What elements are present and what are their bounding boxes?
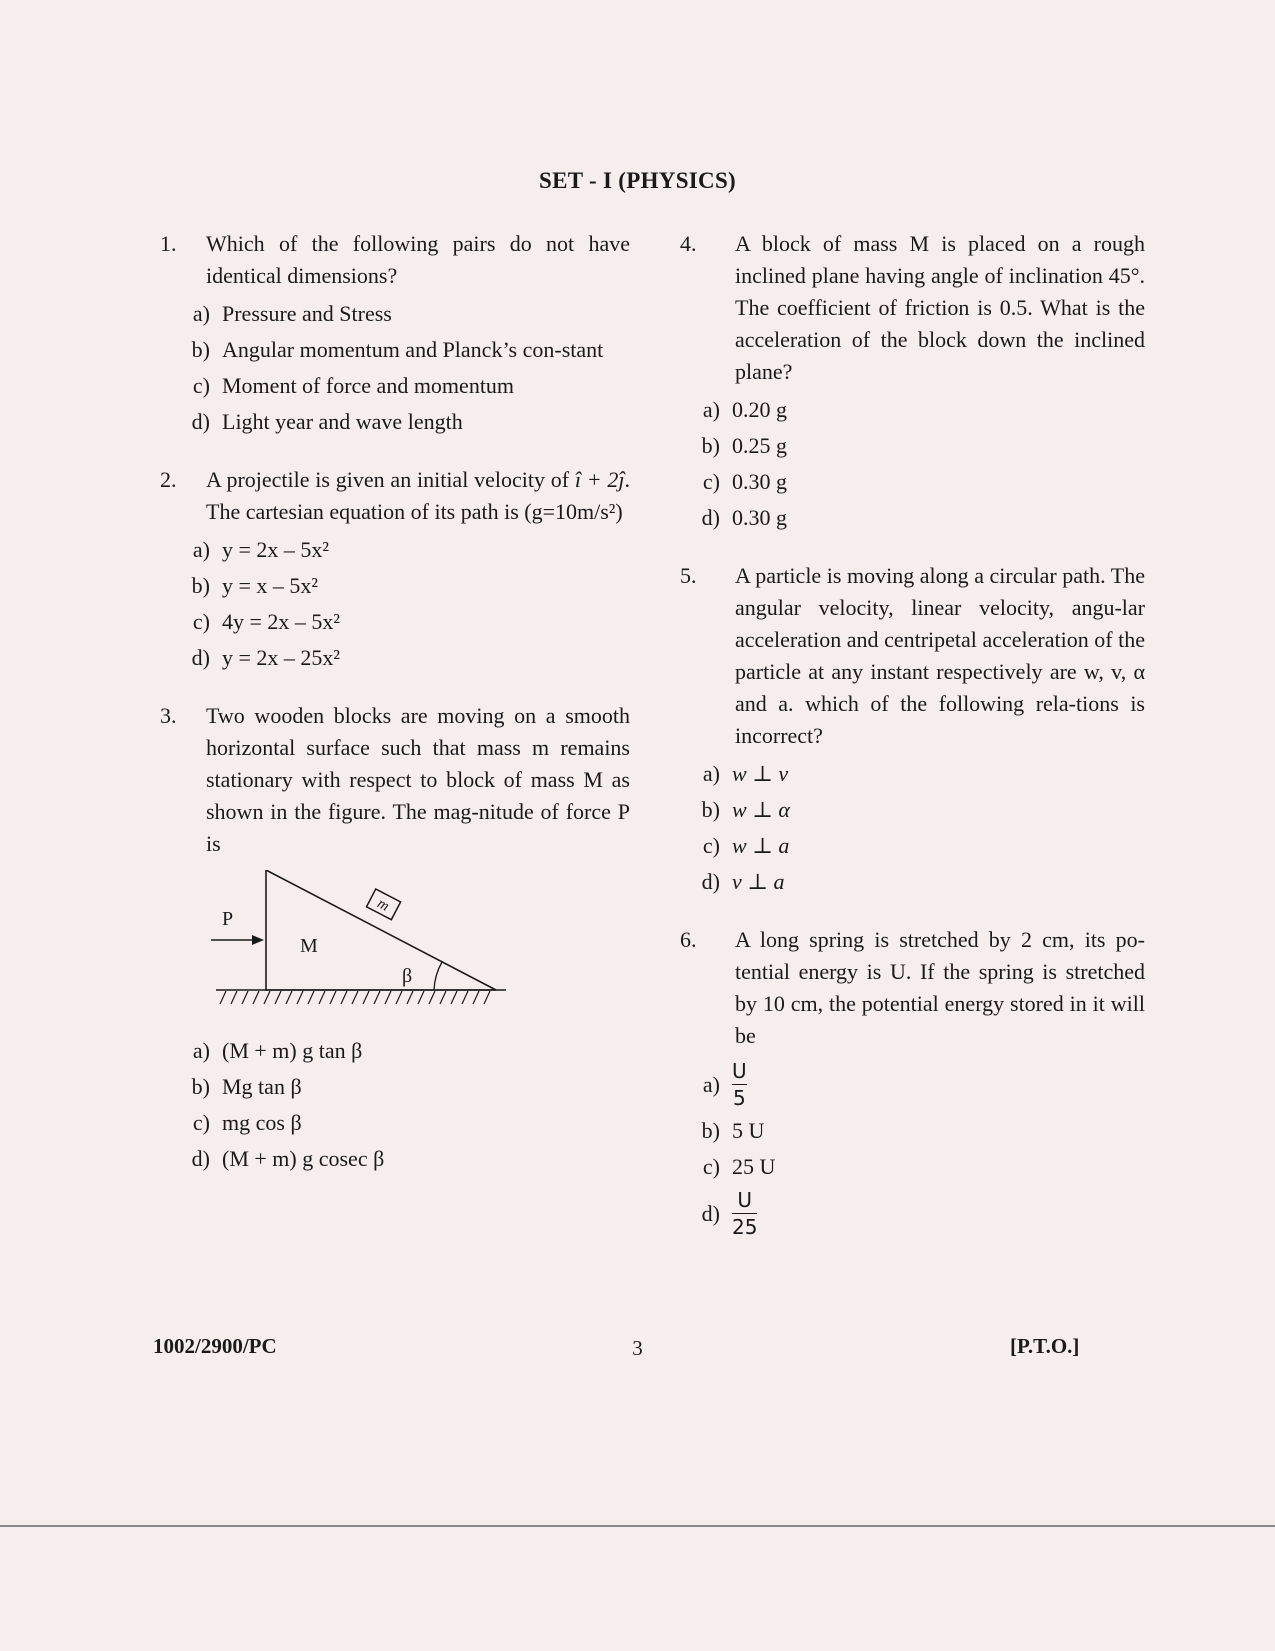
- option: [680, 502, 1145, 534]
- question-2: [160, 464, 630, 674]
- option-label: b): [701, 797, 720, 822]
- option: [160, 642, 630, 674]
- option-text: 5 U: [732, 1118, 765, 1143]
- option-label: c): [192, 609, 210, 634]
- question-4: [680, 228, 1145, 534]
- question-number: 5.: [680, 563, 697, 588]
- option-text: v ⊥ a: [732, 869, 785, 894]
- options: [680, 758, 1145, 898]
- option-text: Pressure and Stress: [222, 301, 392, 326]
- option-label: d): [701, 869, 720, 894]
- option: [680, 866, 1145, 898]
- option-label: a): [702, 1071, 720, 1097]
- option-label: d): [191, 409, 210, 434]
- wedge-diagram: [206, 870, 516, 1020]
- velocity-vector: î + 2ĵ: [574, 467, 625, 492]
- block-label: M: [300, 935, 318, 957]
- option-text: w ⊥ a: [732, 833, 790, 858]
- angle-label: β: [402, 965, 413, 987]
- option-text: mg cos β: [222, 1110, 302, 1135]
- option-text: w ⊥ v: [732, 761, 789, 786]
- option-text: (M + m) g tan β: [222, 1038, 363, 1063]
- force-label: P: [222, 908, 234, 930]
- option: [680, 466, 1145, 498]
- option-label: b): [191, 573, 210, 598]
- fraction-denominator: 5: [732, 1086, 746, 1110]
- option: [160, 406, 630, 438]
- option-label: b): [701, 1118, 720, 1143]
- option: [680, 1187, 1145, 1240]
- question-number: 3.: [160, 703, 177, 728]
- option: [160, 1143, 630, 1175]
- question-text: A particle is moving along a circular path. The angular velocity, linear velocity, angu-lar acceleration and centripetal acceleration of the particle at any instant respectively are w, v, α and a. which of the following rela-tions is incorrect?: [735, 563, 1145, 748]
- small-block-label: m: [374, 895, 392, 915]
- option: [160, 334, 630, 366]
- ground-hatch: [220, 991, 490, 1004]
- option-label: a): [192, 1038, 210, 1063]
- question-1: [160, 228, 630, 438]
- option-label: b): [191, 1074, 210, 1099]
- wedge-block-M: [266, 870, 496, 990]
- paper-code: 1002/2900/PC: [153, 1334, 277, 1358]
- option: [680, 1058, 1145, 1111]
- option-text: y = x – 5x²: [222, 573, 319, 598]
- question-number: 2.: [160, 467, 177, 492]
- page-edge-line: [0, 1525, 1275, 1527]
- question-text-part2: . The cartesian equation of its path is (g=10m/s²): [206, 467, 631, 524]
- option-label: a): [702, 397, 720, 422]
- option-label: c): [192, 1110, 210, 1135]
- please-turn-over: [P.T.O.]: [1010, 1334, 1080, 1358]
- option-text: 4y = 2x – 5x²: [222, 609, 341, 634]
- option-label: c): [192, 373, 210, 398]
- option-text: Light year and wave length: [222, 409, 463, 434]
- force-arrowhead: [252, 935, 264, 945]
- option-label: a): [192, 537, 210, 562]
- option: [160, 298, 630, 330]
- option-label: a): [702, 761, 720, 786]
- option: [680, 794, 1145, 826]
- option: [160, 534, 630, 566]
- option-text: w ⊥ α: [732, 797, 790, 822]
- fraction-numerator: U: [737, 1188, 753, 1212]
- question-text-part1: A projectile is given an initial velocity of: [206, 467, 570, 492]
- option: [160, 570, 630, 602]
- question-text: A block of mass M is placed on a rough inclined plane having angle of inclination 45°. The coefficient of friction is 0.5. What is the acceleration of the block down the inclined plane?: [735, 231, 1145, 384]
- option-text: 0.30 g: [732, 505, 787, 530]
- wedge-figure: [206, 870, 630, 1029]
- question-text: [206, 464, 630, 528]
- fraction: [732, 1187, 757, 1240]
- option-text: Moment of force and momentum: [222, 373, 515, 398]
- option: [680, 394, 1145, 426]
- option-text: y = 2x – 25x²: [222, 645, 341, 670]
- option-label: d): [701, 1200, 720, 1226]
- option: [160, 606, 630, 638]
- small-block-m: [367, 889, 401, 920]
- options: [160, 298, 630, 438]
- option-label: d): [191, 645, 210, 670]
- option-label: b): [191, 337, 210, 362]
- option-label: c): [702, 1154, 720, 1179]
- question-number: 6.: [680, 927, 697, 952]
- option-text: 0.30 g: [732, 469, 787, 494]
- question-number: 1.: [160, 231, 177, 256]
- left-column: [160, 228, 630, 1179]
- option-label: c): [702, 469, 720, 494]
- option: [680, 430, 1145, 462]
- question-text: Two wooden blocks are moving on a smooth horizontal surface such that mass m remains stationary with respect to block of mass M as shown in the figure. The mag-nitude of force P is: [206, 703, 630, 856]
- option-label: c): [702, 833, 720, 858]
- option-label: d): [701, 505, 720, 530]
- option-text: Angular momentum and Planck’s con-stant: [222, 337, 604, 362]
- question-5: [680, 560, 1145, 898]
- question-text: A long spring is stretched by 2 cm, its po-tential energy is U. If the spring is stretched by 10 cm, the potential energy stored in it will be: [735, 927, 1145, 1048]
- question-text: Which of the following pairs do not have identical dimensions?: [206, 231, 630, 288]
- option-text: 0.20 g: [732, 397, 787, 422]
- option: [680, 1151, 1145, 1183]
- option: [160, 370, 630, 402]
- fraction-denominator: 25: [732, 1215, 758, 1239]
- options: [680, 1058, 1145, 1240]
- option-label: d): [191, 1146, 210, 1171]
- question-3: [160, 700, 630, 1175]
- option-label: b): [701, 433, 720, 458]
- option-text: (M + m) g cosec β: [222, 1146, 385, 1171]
- question-6: [680, 924, 1145, 1240]
- option: [680, 758, 1145, 790]
- option-text: y = 2x – 5x²: [222, 537, 330, 562]
- options: [680, 394, 1145, 534]
- option: [680, 830, 1145, 862]
- options: [160, 1035, 630, 1175]
- options: [160, 534, 630, 674]
- option-text: 25 U: [732, 1154, 776, 1179]
- fraction: [732, 1058, 747, 1111]
- option: [160, 1071, 630, 1103]
- page-title: SET - I (PHYSICS): [538, 168, 737, 193]
- option-text: Mg tan β: [222, 1074, 302, 1099]
- angle-arc: [434, 962, 442, 990]
- fraction-numerator: U: [732, 1059, 747, 1083]
- option-label: a): [192, 301, 210, 326]
- right-column: [680, 228, 1145, 1244]
- option: [160, 1035, 630, 1067]
- question-number: 4.: [680, 231, 697, 256]
- option: [680, 1115, 1145, 1147]
- option: [160, 1107, 630, 1139]
- page-number: 3: [632, 1336, 643, 1360]
- option-text: 0.25 g: [732, 433, 787, 458]
